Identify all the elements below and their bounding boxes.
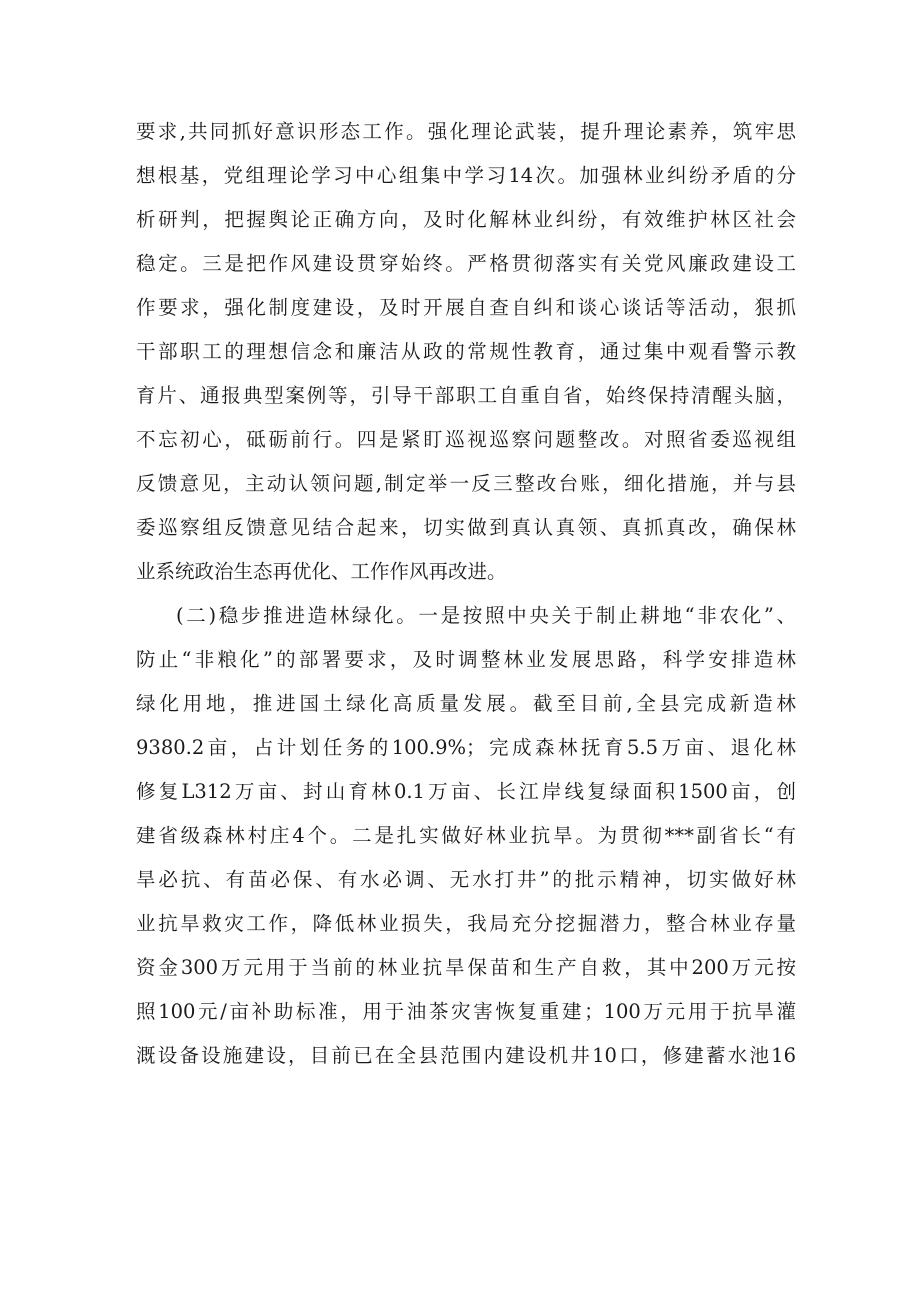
text-line: 稳定。三是把作风建设贯穿始终。严格贯彻落实有关党风廉政建设工 [136,252,796,275]
document-body [136,110,796,1078]
text-line: 想根基，党组理论学习中心组集中学习14次。加强林业纠纷矛盾的分 [136,164,796,187]
text-line: 9380.2亩，占计划任务的100.9%；完成森林抚育5.5万亩、退化林 [136,736,796,759]
text-line: 作要求，强化制度建设，及时开展自查自纠和谈心谈话等活动，狠抓 [136,296,796,319]
paragraph-afforestation [136,594,796,1078]
text-line: 育片、通报典型案例等，引导干部职工自重自省，始终保持清醒头脑， [136,384,796,407]
text-line: 照100元/亩补助标准，用于油茶灾害恢复重建；100万元用于抗旱灌 [136,1000,796,1023]
text-line: 析研判，把握舆论正确方向，及时化解林业纠纷，有效维护林区社会 [136,208,796,231]
text-line: 修复L312万亩、封山育林0.1万亩、长江岸线复绿面积1500亩，创 [136,780,796,803]
text-line: 反馈意见，主动认领问题,制定举一反三整改台账，细化措施，并与县 [136,472,796,495]
text-line: 业系统政治生态再优化、工作作风再改进。 [136,560,507,583]
text-line: 溉设备设施建设，目前已在全县范围内建设机井10口，修建蓄水池16 [136,1044,796,1067]
text-line: 旱必抗、有苗必保、有水必调、无水打井”的批示精神，切实做好林 [136,868,796,891]
text-line: 委巡察组反馈意见结合起来，切实做到真认真领、真抓真改，确保林 [136,516,796,539]
text-line: 防止“非粮化”的部署要求，及时调整林业发展思路，科学安排造林 [136,648,796,671]
text-line: 要求,共同抓好意识形态工作。强化理论武装，提升理论素养，筑牢思 [136,120,796,143]
text-line: 绿化用地，推进国土绿化高质量发展。截至目前,全县完成新造林 [136,692,796,715]
text-line: 业抗旱救灾工作，降低林业损失，我局充分挖掘潜力，整合林业存量 [136,912,796,935]
paragraph-party-building [136,110,796,594]
section-heading-line: (二)稳步推进造林绿化。一是按照中央关于制止耕地“非农化”、 [176,604,796,627]
text-line: 建省级森林村庄4个。二是扎实做好林业抗旱。为贯彻***副省长“有 [136,824,796,847]
text-line: 资金300万元用于当前的林业抗旱保苗和生产自救，其中200万元按 [136,956,796,979]
text-line: 不忘初心，砥砺前行。四是紧盯巡视巡察问题整改。对照省委巡视组 [136,428,796,451]
text-line: 干部职工的理想信念和廉洁从政的常规性教育，通过集中观看警示教 [136,340,796,363]
